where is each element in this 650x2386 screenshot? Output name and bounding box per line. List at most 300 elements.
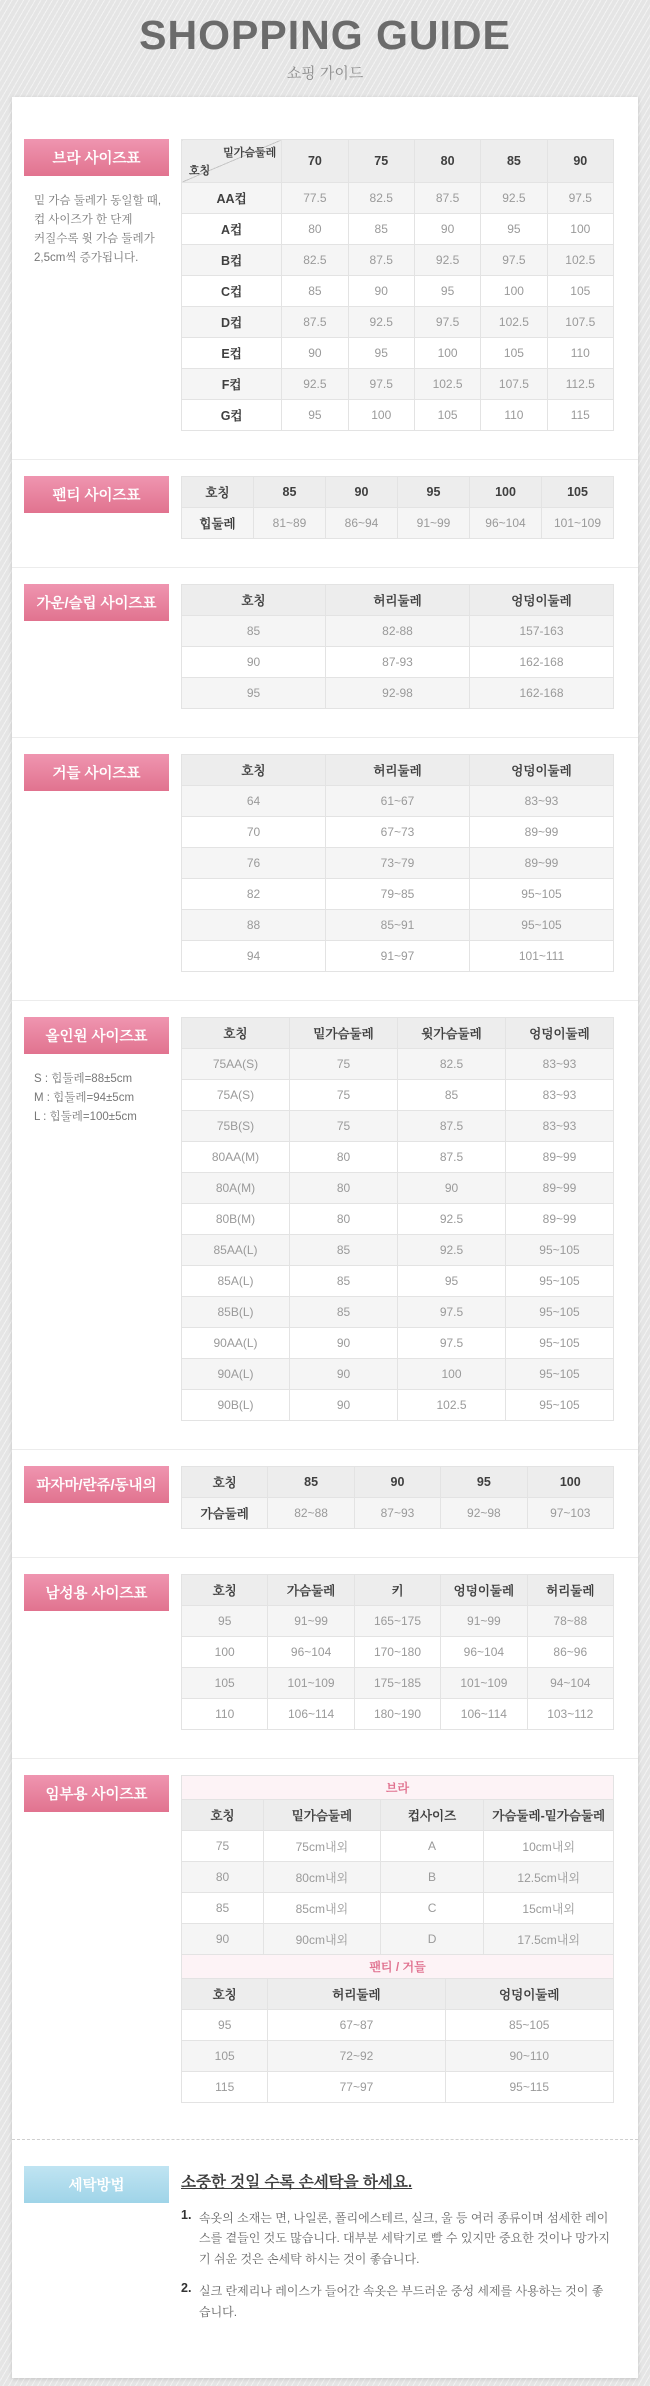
value-cell: 105 <box>547 276 613 307</box>
section-gutter <box>24 584 181 621</box>
value-cell: 82.5 <box>348 183 414 214</box>
row-label-cell: 85A(L) <box>182 1266 290 1297</box>
value-cell: 112.5 <box>547 369 613 400</box>
size-table <box>181 1775 614 1955</box>
table-row <box>182 276 614 307</box>
row-label-cell: 75 <box>182 1831 264 1862</box>
value-cell: 95~105 <box>506 1359 614 1390</box>
note-line: 컵 사이즈가 한 단계 <box>34 213 133 226</box>
value-cell: 73~79 <box>326 848 470 879</box>
value-cell: 87.5 <box>414 183 480 214</box>
size-table <box>181 754 614 972</box>
page-header <box>0 0 650 97</box>
table-row <box>182 817 614 848</box>
table-row <box>182 1235 614 1266</box>
value-cell: 85 <box>290 1266 398 1297</box>
size-table <box>181 1466 614 1529</box>
row-label-cell: G컵 <box>182 400 282 431</box>
table-group-title-row <box>182 1776 614 1800</box>
content-panel <box>12 97 638 2378</box>
wash-instruction <box>181 2208 614 2269</box>
value-cell: 86~96 <box>527 1637 613 1668</box>
table-header-row <box>182 1979 614 2010</box>
value-cell: A <box>380 1831 484 1862</box>
row-label-cell: 95 <box>182 678 326 709</box>
value-cell: 17.5cm내외 <box>484 1924 614 1955</box>
value-cell: 102.5 <box>414 369 480 400</box>
column-header: 허리둘레 <box>326 585 470 616</box>
corner-label-bottom: 호칭 <box>189 165 211 177</box>
column-header: 85 <box>268 1467 354 1498</box>
column-header: 엉덩이둘레 <box>470 755 614 786</box>
row-label-cell: 80B(M) <box>182 1204 290 1235</box>
value-cell: 90 <box>398 1173 506 1204</box>
column-header: 호칭 <box>182 1575 268 1606</box>
section-girdle-sizes <box>12 738 638 1000</box>
row-label-cell: 90B(L) <box>182 1390 290 1421</box>
table-row <box>182 2010 614 2041</box>
table-row <box>182 1204 614 1235</box>
value-cell: 86~94 <box>326 508 398 539</box>
table-group-title-row <box>182 1955 614 1979</box>
section-label-mens: 남성용 사이즈표 <box>24 1574 169 1611</box>
table-header-row <box>182 585 614 616</box>
value-cell: 67~73 <box>326 817 470 848</box>
table-row <box>182 1359 614 1390</box>
value-cell: 92.5 <box>398 1235 506 1266</box>
value-cell: 87.5 <box>348 245 414 276</box>
all-in-one-size-table <box>181 1017 614 1421</box>
value-cell: 105 <box>414 400 480 431</box>
column-header: 호칭 <box>182 585 326 616</box>
value-cell: 97.5 <box>547 183 613 214</box>
value-cell: 101~111 <box>470 941 614 972</box>
row-label-cell: 64 <box>182 786 326 817</box>
table-row <box>182 245 614 276</box>
row-label-cell: 76 <box>182 848 326 879</box>
table-row <box>182 1080 614 1111</box>
row-label-cell: 75A(S) <box>182 1080 290 1111</box>
row-label-cell: D컵 <box>182 307 282 338</box>
column-header: 70 <box>282 140 348 183</box>
value-cell: 90 <box>290 1359 398 1390</box>
value-cell: 90 <box>414 214 480 245</box>
value-cell: 95~105 <box>506 1328 614 1359</box>
value-cell: 96~104 <box>268 1637 354 1668</box>
value-cell: 85 <box>398 1080 506 1111</box>
note-line: S : 힙둘레=88±5cm <box>34 1073 133 1085</box>
value-cell: 95~105 <box>470 879 614 910</box>
value-cell: 12.5cm내외 <box>484 1862 614 1893</box>
value-cell: 96~104 <box>441 1637 527 1668</box>
value-cell: 87.5 <box>398 1111 506 1142</box>
gown-slip-size-table <box>181 584 614 709</box>
value-cell: 92~98 <box>441 1498 527 1529</box>
diagonal-corner-cell <box>182 140 282 183</box>
section-gutter <box>24 1466 181 1503</box>
table-header-row <box>182 1800 614 1831</box>
value-cell: 82.5 <box>398 1049 506 1080</box>
row-label-cell: 110 <box>182 1699 268 1730</box>
section-mens-sizes <box>12 1558 638 1758</box>
section-all-in-one-sizes <box>12 1001 638 1449</box>
size-table <box>181 1017 614 1421</box>
column-header: 엉덩이둘레 <box>441 1575 527 1606</box>
value-cell: 100 <box>414 338 480 369</box>
table-row <box>182 678 614 709</box>
washing-item-list <box>181 2208 614 2322</box>
note-line: 2,5cm씩 증가됩니다. <box>34 251 139 264</box>
section-gutter <box>24 754 181 791</box>
value-cell: 77.5 <box>282 183 348 214</box>
value-cell: 85cm내외 <box>264 1893 381 1924</box>
row-label-cell: 95 <box>182 1606 268 1637</box>
value-cell: 102.5 <box>398 1390 506 1421</box>
table-row <box>182 1862 614 1893</box>
table-row <box>182 1668 614 1699</box>
value-cell: D <box>380 1924 484 1955</box>
value-cell: 97.5 <box>481 245 547 276</box>
column-header: 90 <box>326 477 398 508</box>
wash-item-text: 실크 란제리나 레이스가 들어간 속옷은 부드러운 중성 세제를 사용하는 것이 좋습니다. <box>199 2284 604 2319</box>
value-cell: 100 <box>547 214 613 245</box>
value-cell: 95~105 <box>506 1390 614 1421</box>
value-cell: 90 <box>290 1328 398 1359</box>
value-cell: 80 <box>282 214 348 245</box>
value-cell: B <box>380 1862 484 1893</box>
value-cell: 83~93 <box>506 1080 614 1111</box>
value-cell: 87~93 <box>354 1498 440 1529</box>
value-cell: 91~99 <box>398 508 470 539</box>
table-row <box>182 369 614 400</box>
value-cell: 165~175 <box>354 1606 440 1637</box>
size-table <box>181 1954 614 2103</box>
value-cell: 80 <box>290 1142 398 1173</box>
section-label-all-in-one: 올인원 사이즈표 <box>24 1017 169 1054</box>
section-label-washing: 세탁방법 <box>24 2166 169 2203</box>
column-header: 컵사이즈 <box>380 1800 484 1831</box>
section-pajama-sizes <box>12 1450 638 1557</box>
row-label-cell: 82 <box>182 879 326 910</box>
column-header: 85 <box>481 140 547 183</box>
column-header: 호칭 <box>182 1800 264 1831</box>
row-label-cell: 105 <box>182 2041 268 2072</box>
value-cell: 180~190 <box>354 1699 440 1730</box>
table-header-row <box>182 1018 614 1049</box>
row-label-cell: 90 <box>182 647 326 678</box>
column-header: 호칭 <box>182 755 326 786</box>
value-cell: 85~105 <box>445 2010 614 2041</box>
value-cell: 97.5 <box>414 307 480 338</box>
note-line: 커질수록 윗 가슴 둘레가 <box>34 232 155 245</box>
table-row <box>182 1831 614 1862</box>
row-label-cell: 90A(L) <box>182 1359 290 1390</box>
washing-instructions <box>181 2166 614 2322</box>
column-header: 밑가슴둘레 <box>290 1018 398 1049</box>
section-maternity-sizes <box>12 1759 638 2131</box>
value-cell: 106~114 <box>268 1699 354 1730</box>
value-cell: 75 <box>290 1080 398 1111</box>
row-label-cell: 90AA(L) <box>182 1328 290 1359</box>
wash-item-number: 2. <box>181 2281 192 2296</box>
column-header: 90 <box>547 140 613 183</box>
value-cell: 87-93 <box>326 647 470 678</box>
washing-divider <box>12 2139 638 2140</box>
value-cell: 90 <box>348 276 414 307</box>
column-header: 90 <box>354 1467 440 1498</box>
value-cell: 95 <box>481 214 547 245</box>
value-cell: 157-163 <box>470 616 614 647</box>
value-cell: 77~97 <box>268 2072 445 2103</box>
value-cell: 97.5 <box>398 1297 506 1328</box>
table-row <box>182 941 614 972</box>
table-row <box>182 1390 614 1421</box>
value-cell: 103~112 <box>527 1699 613 1730</box>
table-header-row <box>182 755 614 786</box>
column-header: 100 <box>470 477 542 508</box>
bra-size-table <box>181 139 614 431</box>
table-row <box>182 214 614 245</box>
pajama-size-table <box>181 1466 614 1529</box>
table-row <box>182 616 614 647</box>
row-label-cell: 75AA(S) <box>182 1049 290 1080</box>
value-cell: 107.5 <box>547 307 613 338</box>
row-label-cell: 115 <box>182 2072 268 2103</box>
page-title: SHOPPING GUIDE <box>139 12 511 58</box>
table-row <box>182 183 614 214</box>
value-cell: 97.5 <box>348 369 414 400</box>
column-header: 호칭 <box>182 1979 268 2010</box>
value-cell: 91~97 <box>326 941 470 972</box>
column-header: 허리둘레 <box>326 755 470 786</box>
row-label-cell: F컵 <box>182 369 282 400</box>
value-cell: 100 <box>481 276 547 307</box>
section-label-panty: 팬티 사이즈표 <box>24 476 169 513</box>
column-header: 호칭 <box>182 1467 268 1498</box>
value-cell: 162-168 <box>470 678 614 709</box>
row-label-cell: 85B(L) <box>182 1297 290 1328</box>
row-label-cell: 105 <box>182 1668 268 1699</box>
value-cell: 95~105 <box>506 1235 614 1266</box>
value-cell: 107.5 <box>481 369 547 400</box>
table-row <box>182 1297 614 1328</box>
table-header-row <box>182 1575 614 1606</box>
row-label-cell: 85 <box>182 616 326 647</box>
value-cell: 96~104 <box>470 508 542 539</box>
row-label-cell: 80A(M) <box>182 1173 290 1204</box>
size-table <box>181 584 614 709</box>
value-cell: 110 <box>547 338 613 369</box>
value-cell: 102.5 <box>481 307 547 338</box>
value-cell: 82~88 <box>268 1498 354 1529</box>
washing-title: 소중한 것일 수록 손세탁을 하세요. <box>181 2174 413 2191</box>
table-row <box>182 786 614 817</box>
value-cell: 90~110 <box>445 2041 614 2072</box>
column-header: 75 <box>348 140 414 183</box>
value-cell: 85 <box>290 1235 398 1266</box>
table-header-row <box>182 140 614 183</box>
table-header-row <box>182 1467 614 1498</box>
table-row <box>182 2041 614 2072</box>
value-cell: 110 <box>481 400 547 431</box>
column-header: 허리둘레 <box>527 1575 613 1606</box>
column-header: 허리둘레 <box>268 1979 445 2010</box>
section-gutter <box>24 476 181 513</box>
value-cell: C <box>380 1893 484 1924</box>
table-row <box>182 508 614 539</box>
column-header: 키 <box>354 1575 440 1606</box>
row-label-cell: 80AA(M) <box>182 1142 290 1173</box>
section-gutter <box>24 1574 181 1611</box>
table-row <box>182 647 614 678</box>
value-cell: 67~87 <box>268 2010 445 2041</box>
wash-item-text: 속옷의 소재는 면, 나일론, 폴리에스테르, 실크, 울 등 여러 종류이며 섬세한 레이스를 곁들인 것도 많습니다. 대부분 세탁기로 빨 수 있지만 중요한 것이나 망가지기 쉬운 것은 손세탁 하시는 것이 좋습니다. <box>199 2211 610 2266</box>
column-header: 95 <box>398 477 470 508</box>
row-label-cell: A컵 <box>182 214 282 245</box>
value-cell: 80 <box>290 1204 398 1235</box>
section-gutter <box>24 1017 181 1127</box>
page-subtitle: 쇼핑 가이드 <box>286 65 364 82</box>
value-cell: 80cm내외 <box>264 1862 381 1893</box>
all-in-one-size-note <box>34 1070 181 1127</box>
value-cell: 80 <box>290 1173 398 1204</box>
column-header: 엉덩이둘레 <box>506 1018 614 1049</box>
table-row <box>182 1699 614 1730</box>
note-line: 밑 가슴 둘레가 동일할 때, <box>34 195 162 207</box>
row-label-cell: 85AA(L) <box>182 1235 290 1266</box>
size-table <box>181 139 614 431</box>
row-label-cell: E컵 <box>182 338 282 369</box>
section-washing-method <box>12 2150 638 2350</box>
row-label-cell: 85 <box>182 1893 264 1924</box>
value-cell: 101~109 <box>441 1668 527 1699</box>
column-header: 95 <box>441 1467 527 1498</box>
panty-size-table <box>181 476 614 539</box>
table-row <box>182 1173 614 1204</box>
section-label-girdle: 거들 사이즈표 <box>24 754 169 791</box>
value-cell: 95~105 <box>470 910 614 941</box>
value-cell: 83~93 <box>506 1049 614 1080</box>
table-header-row <box>182 477 614 508</box>
value-cell: 89~99 <box>470 848 614 879</box>
value-cell: 97~103 <box>527 1498 613 1529</box>
value-cell: 92.5 <box>398 1204 506 1235</box>
column-header: 85 <box>254 477 326 508</box>
value-cell: 89~99 <box>506 1204 614 1235</box>
size-table <box>181 476 614 539</box>
table-group-title: 팬티 / 거들 <box>182 1955 614 1979</box>
value-cell: 92.5 <box>414 245 480 276</box>
value-cell: 85~91 <box>326 910 470 941</box>
value-cell: 72~92 <box>268 2041 445 2072</box>
wash-instruction <box>181 2281 614 2322</box>
section-label-bra: 브라 사이즈표 <box>24 139 169 176</box>
table-row <box>182 1606 614 1637</box>
value-cell: 85 <box>290 1297 398 1328</box>
value-cell: 102.5 <box>547 245 613 276</box>
value-cell: 61~67 <box>326 786 470 817</box>
wash-item-number: 1. <box>181 2208 192 2222</box>
column-header: 밑가슴둘레 <box>264 1800 381 1831</box>
value-cell: 79~85 <box>326 879 470 910</box>
table-row <box>182 400 614 431</box>
section-label-maternity: 임부용 사이즈표 <box>24 1775 169 1812</box>
value-cell: 92.5 <box>282 369 348 400</box>
table-row <box>182 910 614 941</box>
table-row <box>182 338 614 369</box>
column-header: 100 <box>527 1467 613 1498</box>
value-cell: 81~89 <box>254 508 326 539</box>
column-header: 가슴둘레 <box>268 1575 354 1606</box>
column-header: 80 <box>414 140 480 183</box>
value-cell: 89~99 <box>470 817 614 848</box>
value-cell: 105 <box>481 338 547 369</box>
row-label-cell: AA컵 <box>182 183 282 214</box>
row-label-cell: 70 <box>182 817 326 848</box>
column-header: 엉덩이둘레 <box>470 585 614 616</box>
row-label-cell: 힙둘레 <box>182 508 254 539</box>
value-cell: 91~99 <box>268 1606 354 1637</box>
table-row <box>182 1142 614 1173</box>
value-cell: 175~185 <box>354 1668 440 1699</box>
value-cell: 87.5 <box>282 307 348 338</box>
value-cell: 94~104 <box>527 1668 613 1699</box>
row-label-cell: 80 <box>182 1862 264 1893</box>
value-cell: 95 <box>348 338 414 369</box>
value-cell: 100 <box>348 400 414 431</box>
value-cell: 92.5 <box>348 307 414 338</box>
girdle-size-table <box>181 754 614 972</box>
value-cell: 97.5 <box>398 1328 506 1359</box>
row-label-cell: 94 <box>182 941 326 972</box>
section-label-pajama: 파자마/란쥬/동내의 <box>24 1466 169 1503</box>
section-gutter <box>24 2166 181 2203</box>
value-cell: 82.5 <box>282 245 348 276</box>
section-label-gown-slip: 가운/슬립 사이즈표 <box>24 584 169 621</box>
maternity-size-table <box>181 1775 614 2103</box>
value-cell: 95 <box>414 276 480 307</box>
value-cell: 95~105 <box>506 1266 614 1297</box>
value-cell: 89~99 <box>506 1173 614 1204</box>
value-cell: 82-88 <box>326 616 470 647</box>
row-label-cell: C컵 <box>182 276 282 307</box>
value-cell: 75 <box>290 1111 398 1142</box>
table-row <box>182 1266 614 1297</box>
row-label-cell: B컵 <box>182 245 282 276</box>
value-cell: 92-98 <box>326 678 470 709</box>
column-header: 가슴둘레-밑가슴둘레 <box>484 1800 614 1831</box>
value-cell: 75 <box>290 1049 398 1080</box>
table-row <box>182 1637 614 1668</box>
value-cell: 101~109 <box>542 508 614 539</box>
column-header: 윗가슴둘레 <box>398 1018 506 1049</box>
table-row <box>182 848 614 879</box>
size-table <box>181 1574 614 1730</box>
value-cell: 90 <box>290 1390 398 1421</box>
mens-size-table <box>181 1574 614 1730</box>
value-cell: 75cm내외 <box>264 1831 381 1862</box>
note-line: M : 힙둘레=94±5cm <box>34 1091 135 1104</box>
note-line: L : 힙둘레=100±5cm <box>34 1110 137 1123</box>
table-row <box>182 1498 614 1529</box>
value-cell: 90cm내외 <box>264 1924 381 1955</box>
value-cell: 101~109 <box>268 1668 354 1699</box>
value-cell: 15cm내외 <box>484 1893 614 1924</box>
table-row <box>182 307 614 338</box>
table-row <box>182 1328 614 1359</box>
table-row <box>182 1049 614 1080</box>
value-cell: 115 <box>547 400 613 431</box>
